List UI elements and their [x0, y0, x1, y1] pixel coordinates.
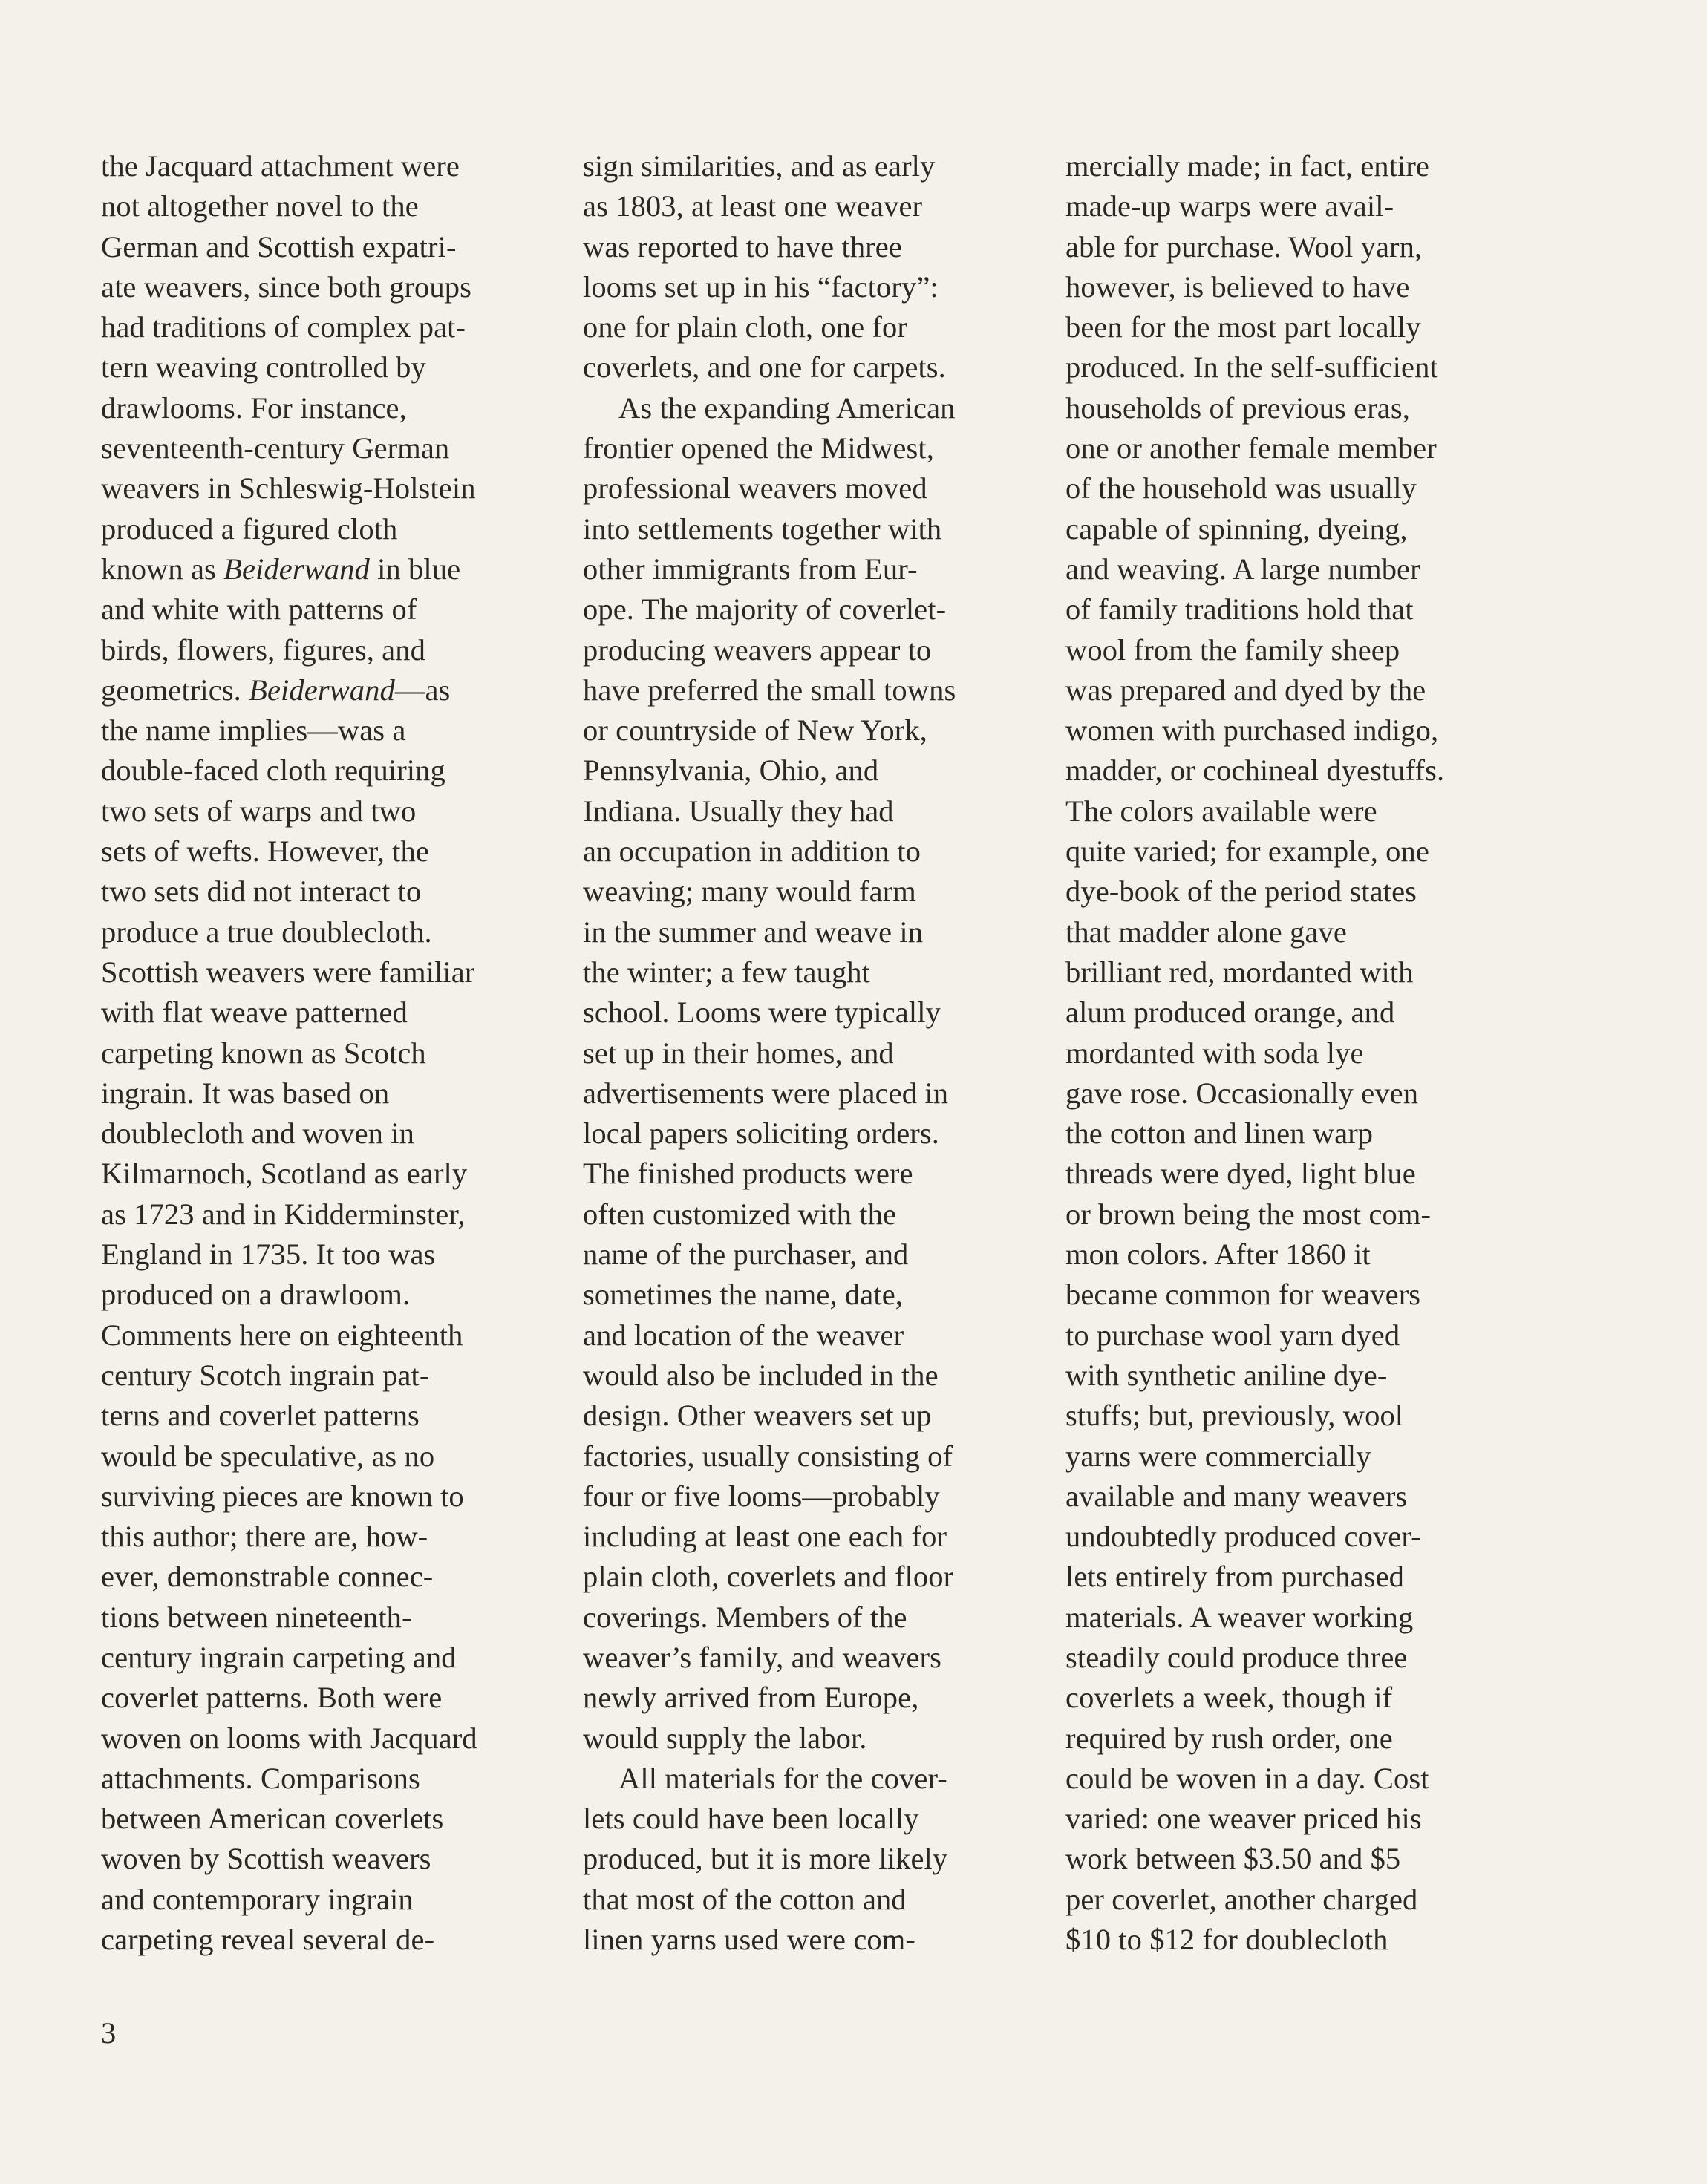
- text-line: school. Looms were typically: [583, 995, 941, 1030]
- text-line: and white with patterns of: [101, 592, 417, 627]
- text-line: name of the purchaser, and: [583, 1238, 909, 1272]
- text-line: one for plain cloth, one for: [583, 310, 907, 344]
- text-line: was prepared and dyed by the: [1065, 673, 1426, 707]
- text-line: set up in their homes, and: [583, 1036, 894, 1070]
- text-line: geometrics. Beiderwand—as: [101, 673, 451, 707]
- text-line: often customized with the: [583, 1197, 897, 1231]
- text-line: century ingrain carpeting and: [101, 1640, 457, 1674]
- text-line: including at least one each for: [583, 1520, 947, 1554]
- text-line: coverlets, and one for carpets.: [583, 350, 946, 385]
- text-line: mordanted with soda lye: [1065, 1036, 1364, 1070]
- text-column-3: [1065, 146, 1526, 1960]
- text-line: professional weavers moved: [583, 471, 927, 506]
- text-line: yarns were commercially: [1065, 1439, 1371, 1473]
- text-line: drawlooms. For instance,: [101, 390, 407, 425]
- text-line: women with purchased indigo,: [1065, 713, 1439, 748]
- text-line: woven by Scottish weavers: [101, 1842, 431, 1876]
- text-line: the Jacquard attachment were: [101, 149, 460, 183]
- text-line: of the household was usually: [1065, 471, 1417, 506]
- text-line: terns and coverlet patterns: [101, 1399, 420, 1433]
- text-line: The finished products were: [583, 1157, 913, 1191]
- text-line: that most of the cotton and: [583, 1882, 907, 1916]
- text-line: Pennsylvania, Ohio, and: [583, 753, 879, 788]
- text-line: ever, demonstrable connec-: [101, 1560, 434, 1594]
- text-line: newly arrived from Europe,: [583, 1681, 919, 1715]
- text-line: gave rose. Occasionally even: [1065, 1076, 1419, 1110]
- text-line: doublecloth and woven in: [101, 1116, 414, 1151]
- text-line: birds, flowers, figures, and: [101, 632, 425, 667]
- text-line: and contemporary ingrain: [101, 1882, 414, 1916]
- text-line: produced a figured cloth: [101, 511, 398, 546]
- text-line: of family traditions hold that: [1065, 592, 1414, 627]
- text-line: available and many weavers: [1065, 1479, 1408, 1513]
- text-line: alum produced orange, and: [1065, 995, 1395, 1030]
- text-line: linen yarns used were com-: [583, 1923, 915, 1957]
- text-line: coverings. Members of the: [583, 1600, 907, 1634]
- text-line: wool from the family sheep: [1065, 632, 1400, 667]
- text-line: ingrain. It was based on: [101, 1076, 390, 1110]
- text-line: have preferred the small towns: [583, 673, 956, 707]
- text-line: not altogether novel to the: [101, 189, 419, 223]
- text-line: lets could have been locally: [583, 1802, 919, 1836]
- text-line: frontier opened the Midwest,: [583, 431, 934, 465]
- text-line: this author; there are, how-: [101, 1520, 428, 1554]
- text-line: sets of wefts. However, the: [101, 834, 429, 869]
- text-line: Kilmarnoch, Scotland as early: [101, 1157, 468, 1191]
- text-line: $10 to $12 for doublecloth: [1065, 1923, 1388, 1957]
- text-line: the winter; a few taught: [583, 955, 871, 989]
- text-line: coverlet patterns. Both were: [101, 1681, 443, 1715]
- text-line: to purchase wool yarn dyed: [1065, 1318, 1400, 1352]
- text-line: sometimes the name, date,: [583, 1278, 903, 1312]
- text-line: between American coverlets: [101, 1802, 444, 1836]
- text-line: stuffs; but, previously, wool: [1065, 1399, 1404, 1433]
- text-line: per coverlet, another charged: [1065, 1882, 1418, 1916]
- text-line: England in 1735. It too was: [101, 1238, 436, 1272]
- text-line: advertisements were placed in: [583, 1076, 949, 1110]
- text-line: the cotton and linen warp: [1065, 1116, 1374, 1151]
- text-line: Scottish weavers were familiar: [101, 955, 475, 989]
- text-line: lets entirely from purchased: [1065, 1560, 1405, 1594]
- text-line: quite varied; for example, one: [1065, 834, 1429, 869]
- text-line: tions between nineteenth-: [101, 1600, 412, 1634]
- text-line: factories, usually consisting of: [583, 1439, 953, 1473]
- text-line: produced. In the self-sufficient: [1065, 350, 1438, 385]
- text-line: work between $3.50 and $5: [1065, 1842, 1401, 1876]
- text-line: had traditions of complex pat-: [101, 310, 466, 344]
- text-line: attachments. Comparisons: [101, 1761, 420, 1795]
- text-column-2: [583, 146, 1043, 1960]
- text-line: madder, or cochineal dyestuffs.: [1065, 753, 1445, 788]
- text-line: mon colors. After 1860 it: [1065, 1238, 1371, 1272]
- text-line: sign similarities, and as early: [583, 149, 936, 183]
- text-line: households of previous eras,: [1065, 390, 1410, 425]
- text-line: Comments here on eighteenth: [101, 1318, 463, 1352]
- text-line: mercially made; in fact, entire: [1065, 149, 1429, 183]
- text-line: local papers soliciting orders.: [583, 1116, 939, 1151]
- text-line: looms set up in his “factory”:: [583, 269, 939, 304]
- text-line: carpeting reveal several de-: [101, 1923, 435, 1957]
- text-line: seventeenth-century German: [101, 431, 450, 465]
- text-line: made-up warps were avail-: [1065, 189, 1394, 223]
- text-line: producing weavers appear to: [583, 632, 932, 667]
- text-line: able for purchase. Wool yarn,: [1065, 229, 1423, 264]
- text-line: other immigrants from Eur-: [583, 552, 918, 586]
- text-line: and weaving. A large number: [1065, 552, 1420, 586]
- text-line: produced, but it is more likely: [583, 1842, 948, 1876]
- text-line: plain cloth, coverlets and floor: [583, 1560, 954, 1594]
- text-line: would supply the labor.: [583, 1721, 867, 1755]
- text-line: however, is believed to have: [1065, 269, 1410, 304]
- text-line: produce a true doublecloth.: [101, 915, 432, 949]
- text-line: double-faced cloth requiring: [101, 753, 445, 788]
- text-line: would be speculative, as no: [101, 1439, 435, 1473]
- text-line: capable of spinning, dyeing,: [1065, 511, 1408, 546]
- text-line: with synthetic aniline dye-: [1065, 1358, 1388, 1392]
- text-line: ate weavers, since both groups: [101, 269, 471, 304]
- text-line: All materials for the cover-: [618, 1761, 947, 1795]
- text-line: design. Other weavers set up: [583, 1399, 932, 1433]
- italic-term: Beiderwand: [249, 673, 395, 707]
- text-line: Indiana. Usually they had: [583, 794, 894, 828]
- text-line: known as Beiderwand in blue: [101, 552, 461, 586]
- text-line: the name implies—was a: [101, 713, 406, 748]
- text-line: woven on looms with Jacquard: [101, 1721, 477, 1755]
- text-line: German and Scottish expatri-: [101, 229, 457, 264]
- text-line: an occupation in addition to: [583, 834, 921, 869]
- text-line: materials. A weaver working: [1065, 1600, 1414, 1634]
- page-number: 3: [101, 2016, 117, 2050]
- text-line: ope. The majority of coverlet-: [583, 592, 947, 627]
- text-line: was reported to have three: [583, 229, 902, 264]
- text-line: weaving; many would farm: [583, 874, 916, 909]
- text-line: carpeting known as Scotch: [101, 1036, 426, 1070]
- italic-term: Beiderwand: [223, 552, 370, 586]
- text-column-1: [101, 146, 561, 1960]
- text-line: The colors available were: [1065, 794, 1377, 828]
- text-line: could be woven in a day. Cost: [1065, 1761, 1429, 1795]
- text-line: as 1803, at least one weaver: [583, 189, 923, 223]
- text-line: As the expanding American: [618, 390, 956, 425]
- text-line: undoubtedly produced cover-: [1065, 1520, 1421, 1554]
- text-line: tern weaving controlled by: [101, 350, 426, 385]
- text-line: threads were dyed, light blue: [1065, 1157, 1416, 1191]
- text-line: been for the most part locally: [1065, 310, 1421, 344]
- text-line: four or five looms—probably: [583, 1479, 940, 1513]
- text-line: required by rush order, one: [1065, 1721, 1393, 1755]
- text-line: century Scotch ingrain pat-: [101, 1358, 430, 1392]
- text-line: and location of the weaver: [583, 1318, 904, 1352]
- text-line: one or another female member: [1065, 431, 1437, 465]
- text-line: in the summer and weave in: [583, 915, 924, 949]
- text-line: produced on a drawloom.: [101, 1278, 411, 1312]
- text-line: with flat weave patterned: [101, 995, 408, 1030]
- text-line: brilliant red, mordanted with: [1065, 955, 1414, 989]
- text-line: coverlets a week, though if: [1065, 1681, 1393, 1715]
- text-line: or brown being the most com-: [1065, 1197, 1432, 1231]
- text-line: that madder alone gave: [1065, 915, 1347, 949]
- text-line: steadily could produce three: [1065, 1640, 1408, 1674]
- text-line: dye-book of the period states: [1065, 874, 1417, 909]
- text-line: surviving pieces are known to: [101, 1479, 464, 1513]
- text-line: would also be included in the: [583, 1358, 939, 1392]
- text-line: varied: one weaver priced his: [1065, 1802, 1422, 1836]
- text-line: became common for weavers: [1065, 1278, 1421, 1312]
- text-line: weaver’s family, and weavers: [583, 1640, 941, 1674]
- text-line: weavers in Schleswig-Holstein: [101, 471, 476, 506]
- text-line: or countryside of New York,: [583, 713, 927, 748]
- text-line: into settlements together with: [583, 511, 942, 546]
- text-line: two sets did not interact to: [101, 874, 422, 909]
- text-line: as 1723 and in Kidderminster,: [101, 1197, 466, 1231]
- text-line: two sets of warps and two: [101, 794, 417, 828]
